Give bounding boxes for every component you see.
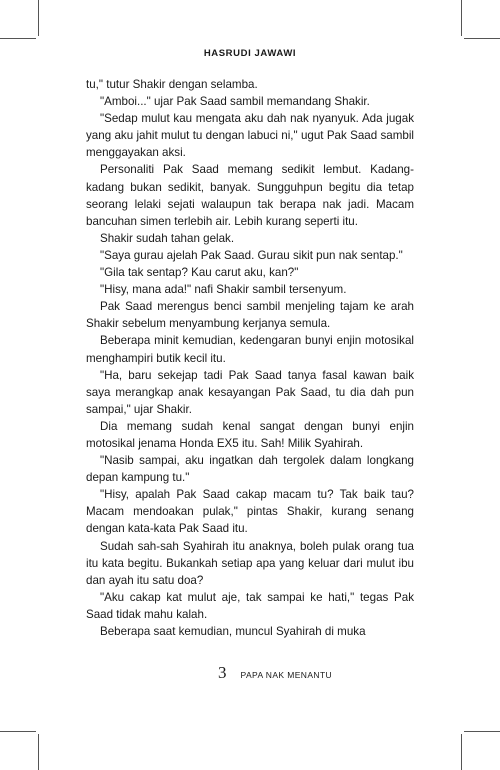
crop-mark-top-right-v <box>461 0 462 36</box>
paragraph: Pak Saad merengus benci sambil menjeling tajam ke arah Shakir sebelum menyambung kerjanya semula. <box>86 300 414 331</box>
page-footer <box>218 663 332 683</box>
paragraph: "Sedap mulut kau mengata aku dah nak nyanyuk. Ada jugak yang aku jahit mulut tu dengan labuci ni," ugut Pak Saad sambil menggayakan aksi. <box>86 112 414 160</box>
paragraph: Dia memang sudah kenal sangat dengan bunyi enjin motosikal jenama Honda EX5 itu. Sah! Milik Syahirah. <box>86 419 414 450</box>
paragraph: tu," tutur Shakir dengan selamba. <box>86 78 258 91</box>
paragraph: Beberapa minit kemudian, kedengaran bunyi enjin motosikal menghampiri butik kecil itu. <box>86 334 414 365</box>
paragraph: "Ha, baru sekejap tadi Pak Saad tanya fasal kawan baik saya merangkap anak kesayangan Pak Saad, tu dia dah pun sampai," ujar Shakir. <box>86 368 414 416</box>
paragraph: "Gila tak sentap? Kau carut aku, kan?" <box>100 266 299 280</box>
crop-mark-bottom-left-h <box>0 731 36 732</box>
paragraph: "Aku cakap kat mulut aje, tak sampai ke hati," tegas Pak Saad tidak mahu kalah. <box>86 590 414 621</box>
book-title: PAPA NAK MENANTU <box>240 670 333 680</box>
crop-mark-top-right-h <box>464 38 500 39</box>
paragraph: "Hisy, mana ada!" nafi Shakir sambil tersenyum. <box>100 283 347 297</box>
paragraph: Personaliti Pak Saad memang sedikit lembut. Kadang-kadang bukan sedikit, banyak. Sungguhpun begitu dia tetap seorang lelaki sejati walaupun tak berapa nak jadi. Macam bancuhan simen terlebih air. Lebih kurang seperti itu. <box>86 163 414 228</box>
paragraph: "Saya gurau ajelah Pak Saad. Gurau sikit pun nak sentap." <box>100 248 403 262</box>
crop-mark-bottom-left-v <box>38 734 39 770</box>
crop-mark-top-left-h <box>0 38 36 39</box>
paragraph: "Hisy, apalah Pak Saad cakap macam tu? Tak baik tau? Macam mendoakan pulak," pintas Shakir, kurang senang dengan kata-kata Pak Saad itu. <box>86 488 414 536</box>
paragraph: Sudah sah-sah Syahirah itu anaknya, boleh pulak orang tua itu kata begitu. Bukankah setiap apa yang keluar dari mulut ibu dan ayah itu satu doa? <box>86 539 414 587</box>
paragraph: "Nasib sampai, aku ingatkan dah tergolek dalam longkang depan kampung tu." <box>86 454 414 485</box>
paragraph: Shakir sudah tahan gelak. <box>100 231 235 245</box>
running-head-author: HASRUDI JAWAWI <box>203 48 297 59</box>
paragraph: Beberapa saat kemudian, muncul Syahirah di muka <box>100 625 366 638</box>
body-text <box>86 76 414 640</box>
crop-mark-bottom-right-v <box>461 734 462 770</box>
crop-mark-top-left-v <box>38 0 39 36</box>
paragraph: "Amboi..." ujar Pak Saad sambil memandang Shakir. <box>100 95 370 109</box>
page-number: 3 <box>218 663 227 682</box>
crop-mark-bottom-right-h <box>464 731 500 732</box>
